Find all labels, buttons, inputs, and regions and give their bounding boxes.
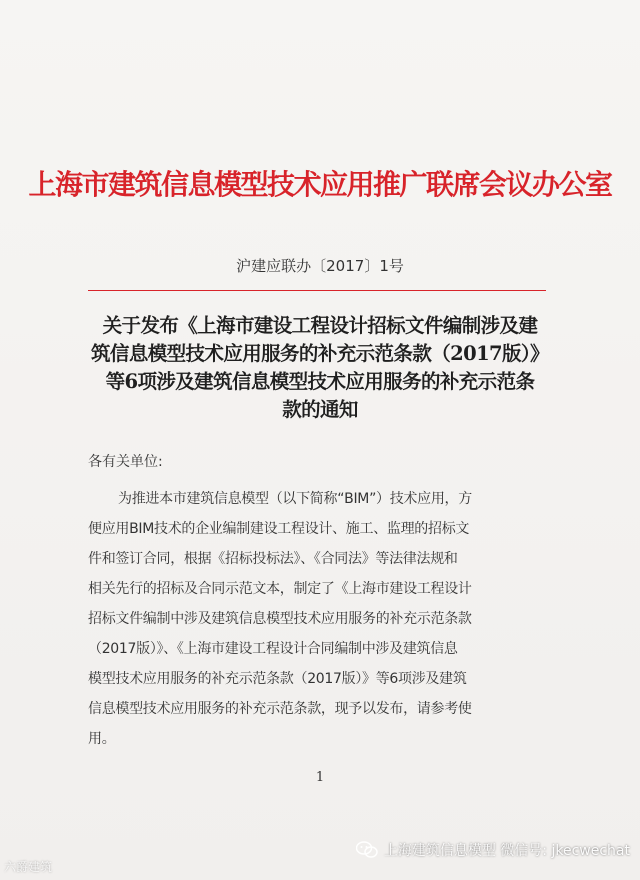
body-line: 用。 xyxy=(88,731,116,747)
body-line: （2017版）》、《上海市建设工程设计合同编制中涉及建筑信息 xyxy=(88,641,458,657)
body-line: 为推进本市建筑信息模型（以下简称“BIM”）技术应用，方 xyxy=(118,491,472,507)
watermark-right xyxy=(356,840,630,860)
body-line: 模型技术应用服务的补充示范条款（2017版）》等6项涉及建筑 xyxy=(88,671,467,687)
salutation: 各有关单位: xyxy=(88,454,163,470)
body-line: 信息模型技术应用服务的补充示范条款，现予以发布，请参考使 xyxy=(88,701,472,717)
body-line: 相关先行的招标及合同示范文本，制定了《上海市建设工程设计 xyxy=(88,581,472,597)
body-paragraph xyxy=(88,484,558,754)
watermark-left: 六爵建筑 xyxy=(4,860,53,874)
body-line: 便应用BIM技术的企业编制建设工程设计、施工、监理的招标文 xyxy=(88,521,470,537)
title-line: 等6项涉及建筑信息模型技术应用服务的补充示范条 xyxy=(105,370,535,393)
wechat-icon xyxy=(356,841,378,859)
title-line: 筑信息模型技术应用服务的补充示范条款（2017版）》 xyxy=(91,342,549,365)
body-line: 件和签订合同，根据《招标投标法》、《合同法》等法律法规和 xyxy=(88,551,458,567)
page-number: 1 xyxy=(315,770,325,785)
watermark-right-text: 上海建筑信息模型 微信号: jkecwechat xyxy=(383,843,630,859)
letterhead-title: 上海市建筑信息模型技术应用推广联席会议办公室 xyxy=(28,168,612,201)
red-divider-line xyxy=(88,290,546,291)
body-line: 招标文件编制中涉及建筑信息模型技术应用服务的补充示范条款 xyxy=(88,611,472,627)
title-line: 款的通知 xyxy=(282,398,358,421)
title-line: 关于发布《上海市建设工程设计招标文件编制涉及建 xyxy=(102,314,538,337)
notice-title xyxy=(80,312,560,424)
document-number: 沪建应联办〔2017〕1号 xyxy=(236,257,404,275)
